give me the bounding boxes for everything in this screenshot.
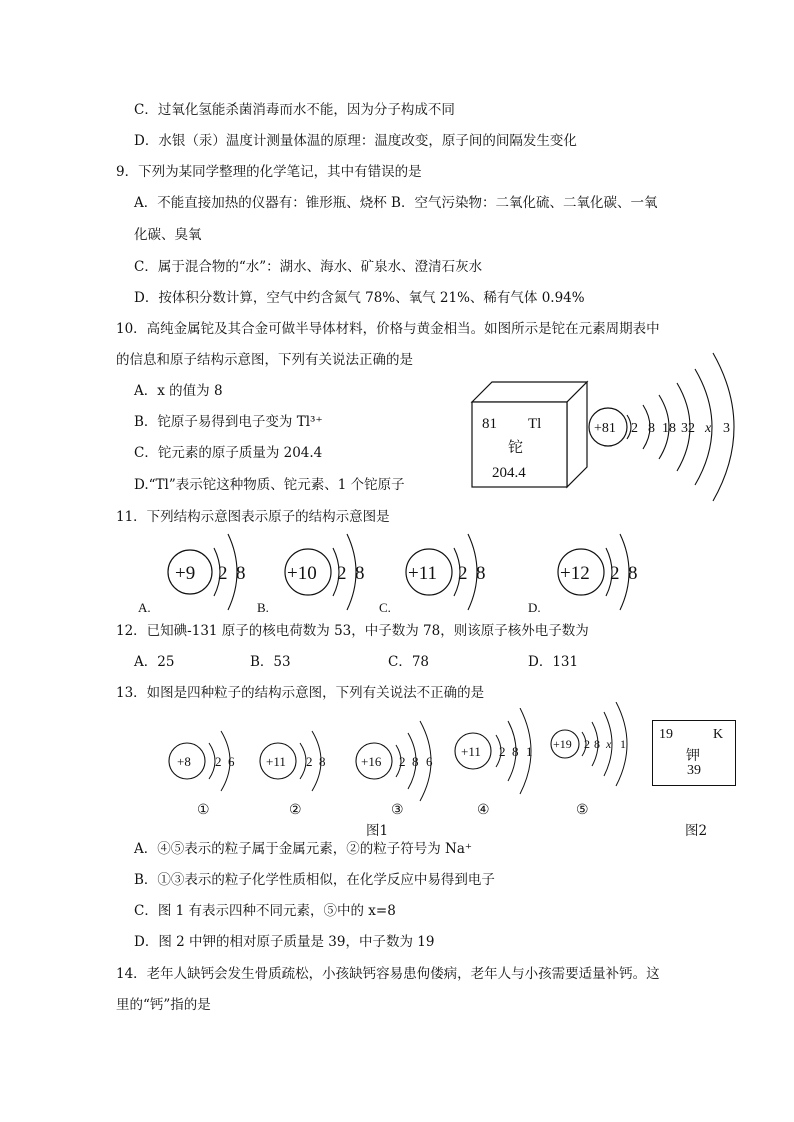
thallium-shell-5: x [705,421,712,436]
q13-p3-shell-3: 6 [426,754,433,769]
thallium-shell-2: 8 [648,421,655,436]
thallium-atomic-number: 81 [482,416,497,432]
q8-option-c: C．过氧化氢能杀菌消毒而水不能，因为分子构成不同 [134,102,455,118]
q13-option-d: D．图 2 中钾的相对原子质量是 39，中子数为 19 [134,934,435,950]
thallium-shell-6: 3 [723,421,730,436]
q13-p1-shell-2: 6 [228,754,235,769]
q11-a-label: A. [138,600,151,615]
q13-p5-nucleus: +19 [553,737,572,751]
figure-2-caption: 图2 [685,823,708,839]
q10-option-a: A．x 的值为 8 [134,383,223,399]
q13-p3-shell-2: 8 [412,754,419,769]
figure-1-caption: 图1 [366,823,389,839]
q13-p5-number: ⑤ [576,803,589,818]
q13-p2-nucleus: +11 [266,754,286,769]
thallium-symbol: Tl [528,416,542,432]
thallium-atom-diagram [585,345,760,515]
q14-stem-line2: 里的“钙”指的是 [116,997,211,1013]
q10-option-b: B．铊原子易得到电子变为 Tl³⁺ [134,414,323,430]
q13-particle-4 [450,708,545,820]
q12-option-a: A．25 [134,654,175,670]
q12-stem: 12．已知碘-131 原子的核电荷数为 53，中子数为 78，则该原子核外电子数为 [116,623,589,639]
thallium-nucleus: +81 [594,421,616,436]
q14-stem-line1: 14．老年人缺钙会发生骨质疏松，小孩缺钙容易患佝偻病，老年人与小孩需要适量补钙。这 [116,966,660,982]
q13-particle-3 [352,718,447,820]
q13-p5-shell-2: 8 [594,737,600,751]
q11-stem: 11．下列结构示意图表示原子的结构示意图是 [116,509,390,525]
q13-p2-shell-2: 8 [319,754,326,769]
q13-p1-number: ① [197,803,210,818]
q11-b-shell-1: 2 [337,563,347,584]
q12-option-c: C．78 [388,654,430,670]
q13-p4-number: ④ [477,803,490,818]
q12-option-b: B．53 [250,654,291,670]
q11-c-shell-1: 2 [458,563,468,584]
q13-particle-2 [256,725,346,820]
q11-a-shell-1: 2 [218,563,228,584]
potassium-name: 钾 [686,749,700,764]
q11-diagram-d [526,530,666,618]
q13-p4-shell-3: 1 [526,744,533,759]
q13-p1-nucleus: +8 [177,754,191,769]
q13-p3-number: ③ [391,803,404,818]
q13-option-c: C．图 1 有表示四种不同元素，⑤中的 x=8 [134,903,396,919]
q9-stem: 9．下列为某同学整理的化学笔记，其中有错误的是 [116,164,422,180]
q13-p5-shell-3: x [606,737,612,751]
q9-option-a-line1: A．不能直接加热的仪器有：锥形瓶、烧杯 B．空气污染物：二氧化硫、二氧化碳、一氧 [134,195,658,211]
q13-p4-shell-2: 8 [512,744,519,759]
q13-option-a: A．④⑤表示的粒子属于金属元素，②的粒子符号为 Na⁺ [134,841,473,857]
q9-option-d: D．按体积分数计算，空气中约含氮气 78%、氧气 21%、稀有气体 0.94% [134,290,585,306]
q11-c-nucleus: +11 [408,563,438,584]
q11-diagram-b [255,530,385,618]
thallium-shell-4: 32 [681,421,695,436]
q10-stem-line1: 10．高纯金属铊及其合金可做半导体材料，价格与黄金相当。如图所示是铊在元素周期表中 [116,321,660,337]
q11-b-nucleus: +10 [287,563,317,584]
potassium-mass: 39 [687,763,701,778]
q11-diagram-a [134,530,254,618]
q11-d-shell-1: 2 [610,563,620,584]
q13-stem: 13．如图是四种粒子的结构示意图，下列有关说法不正确的是 [116,685,485,701]
q13-p2-shell-1: 2 [306,754,313,769]
q8-option-d: D．水银（汞）温度计测量体温的原理：温度改变，原子间的间隔发生变化 [134,133,577,149]
q13-particle-1 [165,725,255,820]
q11-d-label: D. [528,600,541,615]
q11-b-label: B. [257,600,269,615]
thallium-name: 铊 [508,440,524,456]
q13-p3-nucleus: +16 [361,754,382,769]
q13-p4-shell-1: 2 [499,744,506,759]
q10-stem-line2: 的信息和原子结构示意图，下列有关说法正确的是 [116,352,413,368]
potassium-symbol: K [713,727,724,742]
q10-option-c: C．铊元素的原子质量为 204.4 [134,445,323,461]
q13-p2-number: ② [289,803,302,818]
q13-p3-shell-1: 2 [399,754,406,769]
q13-p1-shell-1: 2 [215,754,222,769]
q10-option-d: D.“Tl”表示铊这种物质、铊元素、1 个铊原子 [134,477,405,493]
q12-option-d: D．131 [528,654,579,670]
q13-p5-shell-1: 2 [584,737,590,751]
q13-p5-shell-4: 1 [620,737,626,751]
potassium-element-box [652,720,736,786]
q11-b-shell-2: 8 [355,563,365,584]
q11-a-shell-2: 8 [236,563,246,584]
q11-c-shell-2: 8 [476,563,486,584]
thallium-shell-3: 18 [662,421,676,436]
q11-d-shell-2: 8 [628,563,638,584]
q11-a-nucleus: +9 [175,563,196,584]
q11-c-label: C. [379,600,391,615]
q13-particle-5 [548,702,648,820]
q13-option-b: B．①③表示的粒子化学性质相似，在化学反应中易得到电子 [134,872,495,888]
q11-diagram-c [376,530,506,618]
q13-p4-nucleus: +11 [461,744,481,759]
potassium-atomic-number: 19 [659,727,673,742]
q9-option-a-line2: 化碳、臭氧 [134,227,202,243]
q11-d-nucleus: +12 [560,563,590,584]
thallium-mass: 204.4 [492,465,526,481]
thallium-element-cube [470,380,590,490]
thallium-shell-1: 2 [631,421,638,436]
q9-option-c: C．属于混合物的“水”：湖水、海水、矿泉水、澄清石灰水 [134,259,483,275]
